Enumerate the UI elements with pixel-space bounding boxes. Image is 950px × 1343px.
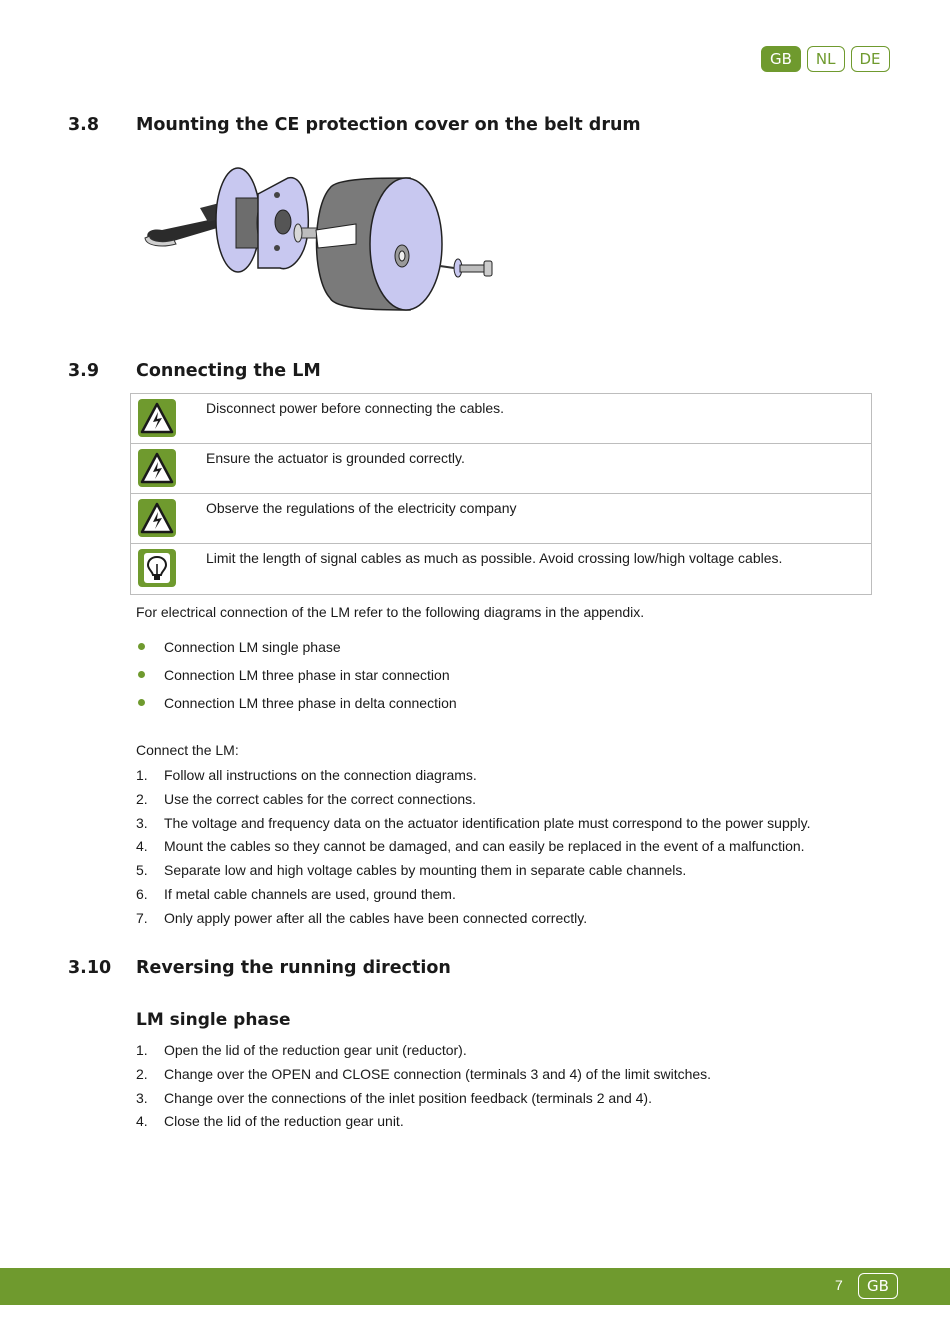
section-number: 3.9 [68, 361, 100, 381]
diagram-list [136, 638, 457, 722]
section-title: Connecting the LM [136, 361, 321, 381]
section-title: Mounting the CE protection cover on the belt drum [136, 115, 641, 135]
list-item [136, 694, 457, 722]
high-voltage-warning-icon [138, 449, 176, 487]
intro-paragraph: For electrical connection of the LM refer to the following diagrams in the appendix. [136, 604, 645, 620]
list-item: 5. Separate low and high voltage cables by mounting them in separate cable channels. [136, 862, 687, 879]
list-item-text: If metal cable channels are used, ground them. [164, 885, 456, 902]
high-voltage-warning-icon [138, 499, 176, 537]
language-tabs [761, 46, 890, 72]
list-item: 1. Open the lid of the reduction gear unit (reductor). [136, 1042, 467, 1058]
safety-text: Limit the length of signal cables as much as possible. Avoid crossing low/high voltage cables. [206, 550, 783, 566]
page-number: 7 [835, 1277, 843, 1293]
list-item-text: Change over the OPEN and CLOSE connection (terminals 3 and 4) of the limit switches. [164, 1065, 712, 1082]
single-phase-steps-list [136, 1041, 711, 1136]
safety-row [131, 494, 871, 544]
list-item [136, 638, 457, 666]
list-item: 4. Close the lid of the reduction gear unit. [136, 1113, 404, 1130]
list-item: 6. If metal cable channels are used, ground them. [136, 885, 456, 902]
lightbulb-tip-icon [138, 549, 176, 587]
list-item: 7. Only apply power after all the cables have been connected correctly. [136, 909, 588, 926]
lang-tab-nl[interactable]: NL [807, 46, 845, 72]
connect-steps-list [136, 766, 810, 933]
list-item-text: Connection LM single phase [164, 639, 341, 655]
list-item: 2. Use the correct cables for the correct connections. [136, 790, 477, 807]
list-item-text: Separate low and high voltage cables by mounting them in separate cable channels. [164, 862, 687, 879]
list-item-text: Only apply power after all the cables have been connected correctly. [164, 909, 588, 926]
footer-bar [0, 1268, 950, 1305]
list-item-text: Connection LM three phase in star connection [164, 667, 450, 683]
belt-drum-cover-illustration [140, 160, 510, 340]
list-item-text: Open the lid of the reduction gear unit (reductor). [164, 1042, 467, 1058]
high-voltage-warning-icon [138, 399, 176, 437]
list-item-text: Connection LM three phase in delta connection [164, 695, 457, 711]
list-item-text: Close the lid of the reduction gear unit. [164, 1113, 404, 1130]
list-item: 3. Change over the connections of the inlet position feedback (terminals 2 and 4). [136, 1089, 652, 1106]
list-item: 4. Mount the cables so they cannot be damaged, and can easily be replaced in the event of a malfunction. [136, 838, 805, 855]
section-number: 3.10 [68, 958, 112, 978]
bullet-icon [138, 643, 145, 650]
single-phase-heading: LM single phase [136, 1010, 291, 1030]
safety-text: Observe the regulations of the electricity company [206, 500, 517, 516]
list-item-text: Change over the connections of the inlet position feedback (terminals 2 and 4). [164, 1089, 652, 1106]
bullet-icon [138, 671, 145, 678]
safety-text: Ensure the actuator is grounded correctly. [206, 450, 465, 466]
list-item: 1. Follow all instructions on the connection diagrams. [136, 767, 477, 783]
list-item-text: The voltage and frequency data on the actuator identification plate must correspond to the power supply. [164, 814, 811, 831]
lang-tab-gb[interactable]: GB [761, 46, 801, 72]
list-item [136, 666, 457, 694]
bullet-icon [138, 699, 145, 706]
footer-language-badge: GB [858, 1273, 898, 1299]
section-title: Reversing the running direction [136, 958, 451, 978]
safety-row [131, 394, 871, 444]
connect-label: Connect the LM: [136, 742, 239, 758]
safety-row [131, 444, 871, 494]
safety-text: Disconnect power before connecting the cables. [206, 400, 505, 416]
safety-row [131, 544, 871, 594]
list-item-text: Use the correct cables for the correct connections. [164, 790, 477, 807]
list-item-text: Follow all instructions on the connection diagrams. [164, 767, 477, 783]
list-item: 2. Change over the OPEN and CLOSE connection (terminals 3 and 4) of the limit switches. [136, 1065, 712, 1082]
list-item: 3. The voltage and frequency data on the actuator identification plate must correspond to the power supply. [136, 814, 811, 831]
safety-notice-table [130, 393, 872, 595]
section-number: 3.8 [68, 115, 100, 135]
list-item-text: Mount the cables so they cannot be damaged, and can easily be replaced in the event of a malfunction. [164, 838, 805, 855]
lang-tab-de[interactable]: DE [851, 46, 890, 72]
